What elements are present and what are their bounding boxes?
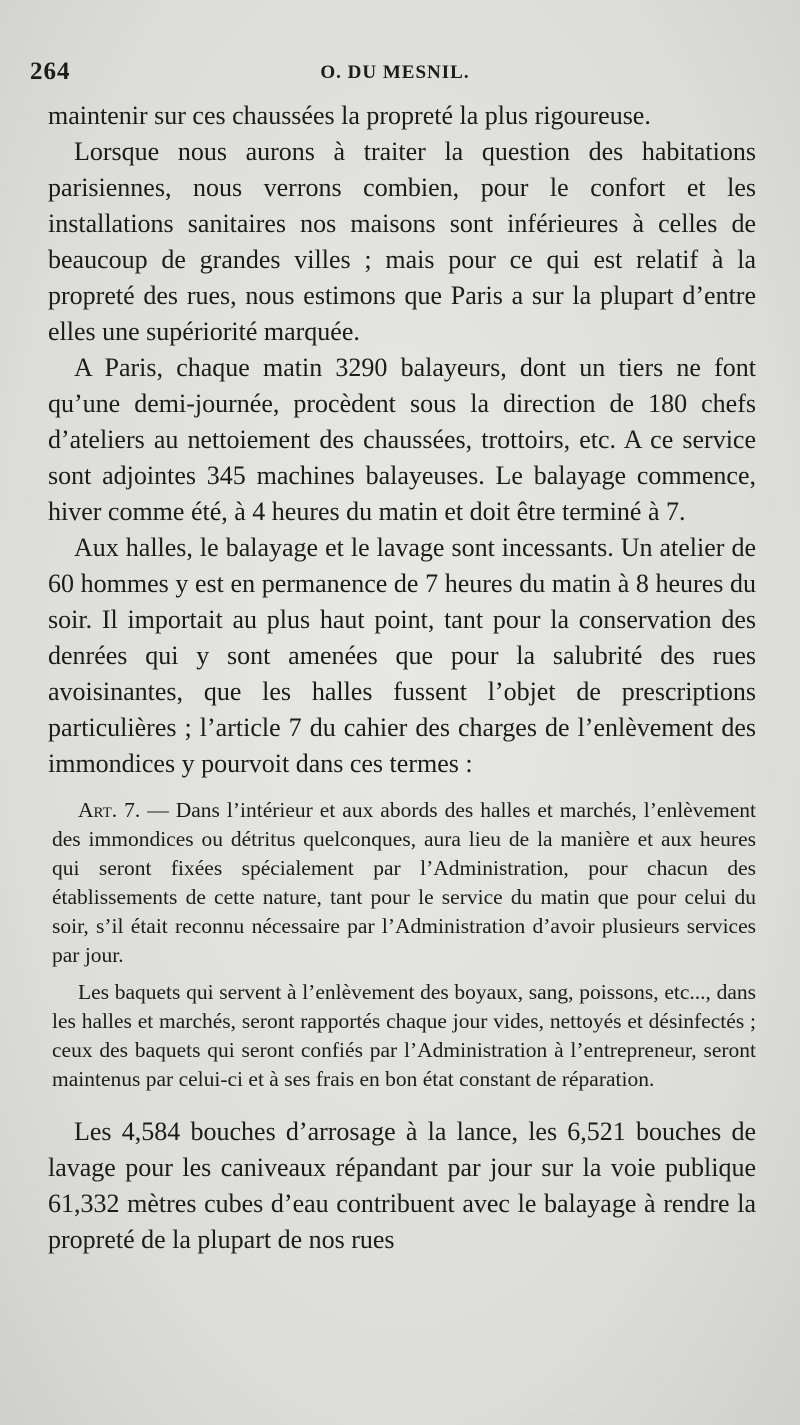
page-number: 264 bbox=[30, 58, 71, 85]
paragraph-halles: Aux halles, le balayage et le lavage sont incessants. Un atelier de 60 hommes y est en permanence de 7 heures du matin à 8 heures du soir. Il importait au plus haut point, tant pour la conservation des denrées qui y sont amenées que pour la salubrité des rues avoisinantes, que les halles fussent l’objet de prescriptions particulières ; l’article 7 du cahier des charges de l’enlèvement des immondices y pourvoit dans ces termes : bbox=[48, 533, 756, 778]
paragraph-habitations: Lorsque nous aurons à traiter la question des habitations parisiennes, nous verrons combien, pour le confort et les installations sanitaires nos maisons sont inférieures à celles de beaucoup de grandes villes ; mais pour ce qui est relatif à la propreté des rues, nous estimons que Paris a sur la plupart d’entre elles une supériorité marquée. bbox=[48, 137, 756, 346]
article-7-paragraph bbox=[52, 796, 756, 970]
running-head: O. DU MESNIL. bbox=[320, 62, 470, 83]
article-quote bbox=[48, 796, 756, 1094]
body-text bbox=[48, 98, 756, 1258]
paragraph-balayeurs: A Paris, chaque matin 3290 balayeurs, dont un tiers ne font qu’une demi-journée, procèdent sous la direction de 180 chefs d’ateliers au nettoiement des chaussées, trottoirs, etc. A ce service sont adjointes 345 machines balayeuses. Le balayage commence, hiver comme été, à 4 heures du matin et doit être terminé à 7. bbox=[48, 353, 756, 526]
paragraph-arrosage: Les 4,584 bouches d’arrosage à la lance, les 6,521 bouches de lavage pour les caniveaux répandant par jour sur la voie publique 61,332 mètres cubes d’eau contribuent avec le balayage à rendre la propreté de la plupart de nos rues bbox=[48, 1117, 756, 1254]
paragraph-continuation: maintenir sur ces chaussées la propreté la plus rigoureuse. bbox=[48, 101, 651, 130]
article-text: — Dans l’intérieur et aux abords des halles et marchés, l’enlèvement des immondices ou détritus quelconques, aura lieu de la manière et aux heures qui seront fixées spécialement par l’Administration, pour chacun des établissements de cette nature, tant pour le service du matin que pour celui du soir, s’il était reconnu nécessaire par l’Administration d’avoir plusieurs services par jour. bbox=[52, 798, 756, 967]
article-label: Art. 7. bbox=[78, 798, 141, 822]
page-header bbox=[30, 58, 760, 88]
baquets-paragraph: Les baquets qui servent à l’enlèvement des boyaux, sang, poissons, etc..., dans les halles et marchés, seront rapportés chaque jour vides, nettoyés et désinfectés ; ceux des baquets qui seront confiés par l’Administration à l’entrepreneur, seront maintenus par celui-ci et à ses frais en bon état constant de réparation. bbox=[52, 980, 756, 1091]
